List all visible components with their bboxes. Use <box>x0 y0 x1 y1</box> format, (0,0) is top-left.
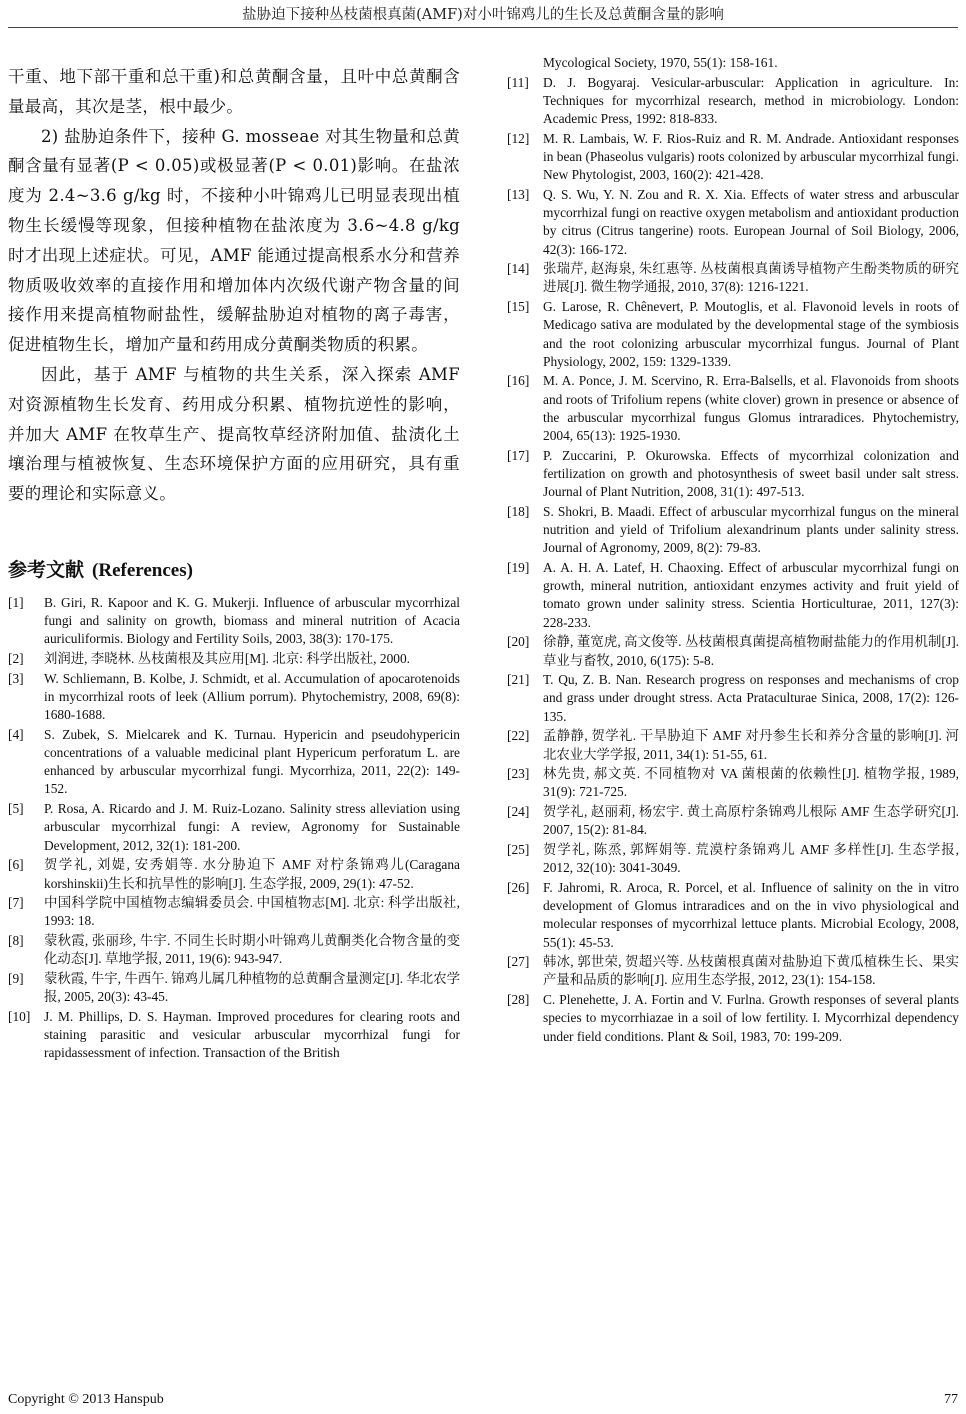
reference-text: G. Larose, R. Chênevert, P. Moutoglis, et al. Flavonoid levels in roots of Medicago sativa are modulated by the developmental stage of the symbiosis and the root colonizing arbuscular mycorrhizal fungus. Journal of Plant Physiology, 2002, 159: 1329-1339. <box>543 299 959 369</box>
reference-text: J. M. Phillips, D. S. Hayman. Improved procedures for clearing roots and staining parasitic and vesicular arbuscular mycorrhizal fungi for rapidassessment of infection. Transaction of the British <box>44 1008 460 1061</box>
reference-item <box>507 841 959 877</box>
reference-number: [4] <box>8 726 24 742</box>
reference-number: [7] <box>8 895 24 911</box>
reference-item <box>507 372 959 445</box>
reference-text: T. Qu, Z. B. Nan. Research progress on responses and mechanisms of crop and grass under drought stress. Acta Prataculturae Sinica, 2008, 17(2): 126-135. <box>543 672 959 724</box>
reference-number: [9] <box>8 971 24 987</box>
reference-text: C. Plenehette, J. A. Fortin and V. Furlna. Growth responses of several plants species to mycorrhiazae in a soil of low fertility. I. Mycorrhizal dependency under field conditions. Plant & Soil, 1983, 70: 199-209. <box>543 992 959 1044</box>
reference-number: [10] <box>8 1008 31 1024</box>
left-column <box>8 62 460 1064</box>
reference-number: [1] <box>8 594 24 610</box>
reference-text: 刘润进, 李晓林. 丛枝菌根及其应用[M]. 北京: 科学出版社, 2000. <box>44 651 411 667</box>
references-heading-cn: 参考文献 <box>8 558 85 581</box>
reference-item <box>8 726 460 799</box>
reference-number: [17] <box>507 447 530 463</box>
reference-item <box>8 894 460 930</box>
reference-text: 韩冰, 郭世荣, 贺超兴等. 丛枝菌根真菌对盐胁迫下黄瓜植株生长、果实产量和品质的影响[J]. 应用生态学报, 2012, 23(1): 154-158. <box>543 954 959 988</box>
reference-text: 林先贵, 郝文英. 不同植物对 VA 菌根菌的依赖性[J]. 植物学报, 1989, 31(9): 721-725. <box>543 766 959 800</box>
header-divider <box>8 27 958 28</box>
body-paragraph-1: 干重、地下部干重和总干重)和总黄酮含量，且叶中总黄酮含量最高，其次是茎，根中最少。 <box>8 67 460 116</box>
reference-text: S. Shokri, B. Maadi. Effect of arbuscular mycorrhizal fungus on the mineral nutrition and yield of Trifolium alexandrinum plants under salinity stress. Journal of Agronomy, 2009, 8(2): 79-83. <box>543 503 959 556</box>
reference-text: 中国科学院中国植物志编辑委员会. 中国植物志[M]. 北京: 科学出版社, 1993: 18. <box>44 895 460 929</box>
footer-copyright: Copyright © 2013 Hanspub <box>8 1392 164 1407</box>
reference-number: [12] <box>507 130 530 146</box>
reference-text: 蒙秋霞, 张丽珍, 牛宇. 不同生长时期小叶锦鸡儿黄酮类化合物含量的变化动态[J]. 草地学报, 2011, 19(6): 943-947. <box>44 933 460 967</box>
body-paragraph-3: 因此，基于 AMF 与植物的共生关系，深入探索 AMF 对资源植物生长发育、药用成分积累、植物抗逆性的影响，并加大 AMF 在牧草生产、提高牧草经济附加值、盐渍化土壤治理与植被恢复、生态环境保护方面的应用研究，具有重要的理论和实际意义。 <box>8 364 460 504</box>
reference-number: [6] <box>8 857 24 873</box>
reference-text: W. Schliemann, B. Kolbe, J. Schmidt, et al. Accumulation of apocarotenoids in mycorrhizal roots of leek (Allium porrum). Phytochemistry, 2008, 69(8): 1680-1688. <box>44 670 460 723</box>
reference-text: M. A. Ponce, J. M. Scervino, R. Erra-Balsells, et al. Flavonoids from shoots and roots of Trifolium repens (white clover) grown in presence or absence of the arbuscular mycorrhizal fungus Glomus intraradices. Phytochemistry, 2004, 65(13): 1925-1930. <box>543 373 959 444</box>
reference-item <box>507 953 959 989</box>
reference-text: 孟静静, 贺学礼. 干旱胁迫下 AMF 对丹参生长和养分含量的影响[J]. 河北农业大学学报, 2011, 34(1): 51-55, 61. <box>543 728 959 762</box>
reference-number: [19] <box>507 559 530 575</box>
reference-number: [8] <box>8 933 24 949</box>
reference-number: [26] <box>507 879 530 895</box>
reference-text: Mycological Society, 1970, 55(1): 158-161. <box>543 55 778 70</box>
reference-text: A. A. H. A. Latef, H. Chaoxing. Effect of arbuscular mycorrhizal fungi on growth, mineral nutrition, antioxidant enzymes activity and fruit yield of tomato grown under salinity stress. Scientia Horticulturae, 2011, 127(3): 228-233. <box>543 559 959 630</box>
reference-text: 徐静, 董宽虎, 高文俊等. 丛枝菌根真菌提高植物耐盐能力的作用机制[J]. 草业与畜牧, 2010, 6(175): 5-8. <box>543 634 959 668</box>
reference-number: [2] <box>8 651 24 667</box>
right-column <box>507 54 959 1047</box>
reference-item <box>507 727 959 763</box>
reference-number: [11] <box>507 74 529 90</box>
reference-text: D. J. Bogyaraj. Vesicular-arbuscular: Application in agriculture. In: Techniques for mycorrhizal research, method in microbiology. London: Academic Press, 1992: 818-833. <box>543 74 959 127</box>
reference-text: F. Jahromi, R. Aroca, R. Porcel, et al. Influence of salinity on the in vitro development of Glomus intraradices and on the in vivo physiological and molecular responses of mycorrhizal lettuce plants. Microbial Ecology, 2008, 55(1): 45-53. <box>543 879 959 950</box>
reference-text: P. Rosa, A. Ricardo and J. M. Ruiz-Lozano. Salinity stress alleviation using arbuscular mycorrhizal fungi: A review, Agronomy for Sustainable Development, 2012, 32(1): 181-200. <box>44 801 460 853</box>
reference-number: [16] <box>507 373 530 389</box>
reference-text: 贺学礼, 刘媞, 安秀娟等. 水分胁迫下 AMF 对柠条锦鸡儿(Caragana korshinskii)生长和抗旱性的影响[J]. 生态学报, 2009, 29(1): 47-52. <box>44 857 460 891</box>
reference-item <box>507 74 959 129</box>
reference-number: [21] <box>507 672 530 688</box>
reference-item <box>8 1008 460 1063</box>
reference-text: M. R. Lambais, W. F. Rios-Ruiz and R. M. Andrade. Antioxidant responses in bean (Phaseolus vulgaris) roots colonized by arbuscular mycorrhizal fungi. New Phytologist, 2003, 160(2): 421-428. <box>543 130 959 183</box>
reference-text: 贺学礼, 赵丽莉, 杨宏宇. 黄土高原柠条锦鸡儿根际 AMF 生态学研究[J]. 2007, 15(2): 81-84. <box>543 804 959 838</box>
reference-number: [28] <box>507 992 530 1008</box>
reference-item <box>507 991 959 1046</box>
reference-number: [15] <box>507 299 530 315</box>
reference-item <box>8 970 460 1006</box>
reference-text: S. Zubek, S. Mielcarek and K. Turnau. Hypericin and pseudohypericin concentrations of a valuable medicinal plant Hypericum perforatum L. are enhanced by arbuscular mycorrhizal fungi. Mycorrhiza, 2011, 22(2): 149-152. <box>44 726 460 797</box>
reference-item <box>507 803 959 839</box>
reference-item <box>8 594 460 649</box>
reference-text: P. Zuccarini, P. Okurowska. Effects of mycorrhizal colonization and fertilization on growth and photosynthesis of sweet basil under salt stress. Journal of Plant Nutrition, 2008, 31(1): 497-513. <box>543 447 959 500</box>
running-header: 盐胁迫下接种丛枝菌根真菌(AMF)对小叶锦鸡儿的生长及总黄酮含量的影响 <box>242 7 724 23</box>
reference-number: [27] <box>507 954 530 970</box>
reference-continuation <box>507 54 959 72</box>
reference-item <box>8 856 460 892</box>
reference-item <box>507 260 959 296</box>
reference-number: [22] <box>507 728 530 744</box>
reference-text: B. Giri, R. Kapoor and K. G. Mukerji. Influence of arbuscular mycorrhizal fungi and salinity on growth, biomass and mineral nutrition of Acacia auriculiformis. Biology and Fertility Soils, 2003, 38(3): 170-175. <box>44 594 460 647</box>
reference-item <box>507 633 959 669</box>
reference-item <box>507 671 959 726</box>
page-number: 77 <box>944 1392 958 1407</box>
references-heading <box>8 555 460 582</box>
reference-item <box>8 800 460 855</box>
reference-number: [24] <box>507 804 530 820</box>
reference-item <box>8 650 460 668</box>
reference-number: [23] <box>507 766 530 782</box>
reference-item <box>507 765 959 801</box>
reference-text: Q. S. Wu, Y. N. Zou and R. X. Xia. Effects of water stress and arbuscular mycorrhizal fungi on reactive oxygen metabolism and antioxidant production by citrus (Citrus tangerine) roots. European Journal of Soil Biology, 2006, 42(3): 166-172. <box>543 186 959 257</box>
reference-item <box>507 559 959 632</box>
body-paragraph-2: 2) 盐胁迫条件下，接种 G. mosseae 对其生物量和总黄酮含量有显著(P < 0.05)或极显著(P < 0.01)影响。在盐浓度为 2.4~3.6 g/kg 时，不接种小叶锦鸡儿已明显表现出植物生长缓慢等现象，但接种植物在盐浓度为 3.6~4.8 g/kg 时才出现上述症状。可见，AMF 能通过提高根系水分和营养物质吸收效率的直接作用和增加体内次级代谢产物含量的间接作用来提高植物耐盐性，缓解盐胁迫对植物的离子毒害，促进植物生长，增加产量和药用成分黄酮类物质的积累。 <box>8 126 460 355</box>
reference-text: 贺学礼, 陈烝, 郭辉娟等. 荒漠柠条锦鸡儿 AMF 多样性[J]. 生态学报, 2012, 32(10): 3041-3049. <box>543 842 959 876</box>
reference-number: [3] <box>8 670 24 686</box>
reference-number: [18] <box>507 503 530 519</box>
reference-item <box>507 298 959 371</box>
references-list-left <box>8 594 460 1063</box>
reference-item <box>8 670 460 725</box>
reference-number: [20] <box>507 634 530 650</box>
reference-number: [25] <box>507 842 530 858</box>
reference-text: 张瑞芹, 赵海泉, 朱红惠等. 丛枝菌根真菌诱导植物产生酚类物质的研究进展[J]. 微生物学通报, 2010, 37(8): 1216-1221. <box>543 261 959 295</box>
reference-item <box>507 503 959 558</box>
reference-number: [14] <box>507 261 530 277</box>
references-heading-en: (References) <box>92 559 193 581</box>
reference-text: 蒙秋霞, 牛宇, 牛西午. 锦鸡儿属几种植物的总黄酮含量测定[J]. 华北农学报, 2005, 20(3): 43-45. <box>44 971 460 1005</box>
reference-item <box>8 932 460 968</box>
reference-item <box>507 447 959 502</box>
reference-number: [5] <box>8 801 24 817</box>
reference-item <box>507 130 959 185</box>
reference-item <box>507 186 959 259</box>
reference-item <box>507 879 959 952</box>
reference-number: [13] <box>507 186 530 202</box>
